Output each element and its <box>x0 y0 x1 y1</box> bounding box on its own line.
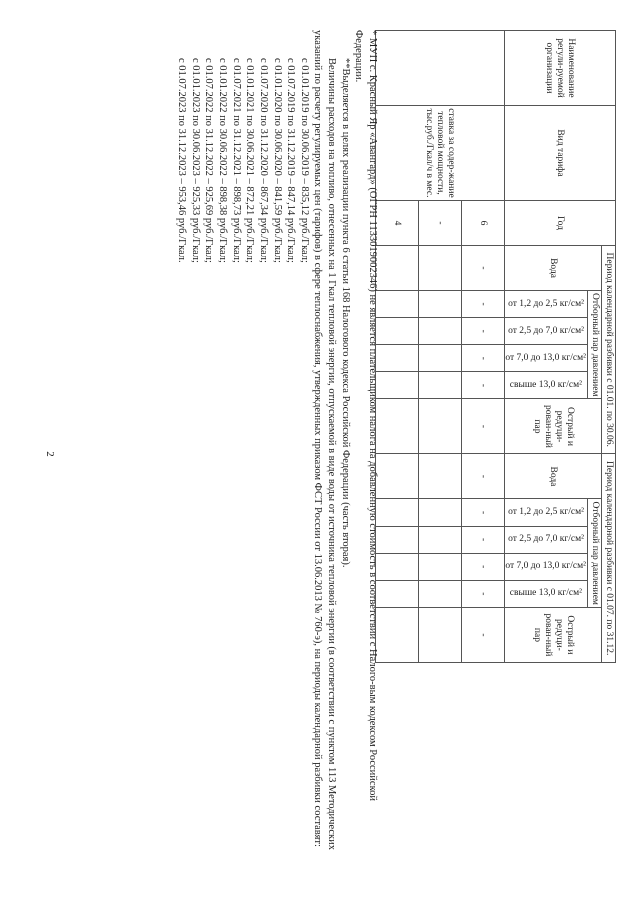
schedule-line: с 01.07.2019 по 31.12.2019 – 847,14 руб./Гкал; <box>285 58 297 263</box>
header-pressure-7-13-b: от 7,0 до 13,0 кг/см² <box>504 553 588 580</box>
header-period-1: Период календарной разбивки с 01.01. по 30.06. <box>602 246 616 454</box>
header-org-name: Наименование регули-руемой организации <box>504 31 615 106</box>
value-cell: - <box>461 580 504 607</box>
schedule-line: с 01.01.2022 по 30.06.2022 – 898,38 руб./Гкал; <box>216 58 228 263</box>
fuel-costs-paragraph: Величины расходов на топливо, отнесенных на 1 Гкал тепловой энергии, отпускаемой в виде воды от источника тепловой энергии (в соответствии с пунктом 113 Методических указаний по расчету регулируемых цен (тарифов) в сфере теплоснабжения, утвержденных приказом ФСТ России от 13.06.2013 № 760-э), на периоды календарной разбивки составят: <box>312 30 338 851</box>
tariff-label-cell: ставка за содер-жание тепловой мощности, тыс.руб./Гкал/ч в мес. <box>375 106 504 201</box>
header-pressure-2-5-7-b: от 2,5 до 7,0 кг/см² <box>504 526 588 553</box>
schedule-line: с 01.07.2023 по 31.12.2023 – 953,46 руб./Гкал. <box>176 58 188 263</box>
page-number: 2 <box>44 451 56 457</box>
header-pressure-2-5-7-a: от 2,5 до 7,0 кг/см² <box>504 318 588 345</box>
value-cell: - <box>461 345 504 372</box>
schedule-line: с 01.07.2022 по 31.12.2022 – 925,69 руб./Гкал; <box>203 58 215 263</box>
header-period-2: Период календарной разбивки с 01.07. по 31.12. <box>602 454 616 662</box>
value-cell: - <box>461 246 504 291</box>
landscape-content <box>66 18 624 858</box>
footnote-vat: * МУП с. Красный Яр «Авангард» (ОГРН 1133019002346) не является плательщиком налога на добавленную стоимость в соответствии с Налого-вым кодексом Российской Федерации. <box>353 30 378 802</box>
schedule-line: с 01.01.2019 по 30.06.2019 – 835,12 руб./Гкал; <box>298 58 310 263</box>
value-cell: - <box>461 318 504 345</box>
header-water-2: Вода <box>504 454 602 499</box>
footnotes <box>174 30 379 850</box>
header-tariff-type: Вид тарифа <box>504 106 615 201</box>
year-cell: - <box>418 201 461 246</box>
header-water-1: Вода <box>504 246 602 291</box>
header-pressure-1-2-5-b: от 1,2 до 2,5 кг/см² <box>504 499 588 526</box>
value-cell: - <box>461 291 504 318</box>
header-year: Год <box>504 201 615 246</box>
org-name-cell <box>375 31 504 106</box>
header-pressure-1-2-5-a: от 1,2 до 2,5 кг/см² <box>504 291 588 318</box>
header-sharp-steam-2: Острый и редуци-рован-ный пар <box>504 607 602 662</box>
schedule-line: с 01.01.2020 по 30.06.2020 – 841,59 руб./Гкал; <box>271 58 283 263</box>
header-sharp-steam-1: Острый и редуци-рован-ный пар <box>504 399 602 454</box>
header-steam-pressure-1: Отборный пар давлением <box>588 291 602 399</box>
value-cell: - <box>461 553 504 580</box>
schedule-line: с 01.01.2023 по 30.06.2023 – 925,33 руб./Гкал; <box>189 58 201 263</box>
schedule-line: с 01.01.2021 по 30.06.2021 – 872,21 руб./Гкал; <box>244 58 256 263</box>
schedule-line: с 01.07.2021 по 31.12.2021 – 898,73 руб./Гкал; <box>230 58 242 263</box>
header-pressure-13-plus-b: свыше 13,0 кг/см² <box>504 580 588 607</box>
value-cell: - <box>461 526 504 553</box>
year-cell: 6 <box>461 201 504 246</box>
value-cell: - <box>461 454 504 499</box>
year-cell: 4 <box>375 201 418 246</box>
header-pressure-7-13-a: от 7,0 до 13,0 кг/см² <box>504 345 588 372</box>
header-pressure-13-plus-a: свыше 13,0 кг/см² <box>504 372 588 399</box>
value-cell: - <box>461 399 504 454</box>
footnote-tax-code: **Выделяется в целях реализации пункта 6 статьи 168 Налогового кодекса Российской Федерации (часть вторая). <box>339 58 351 568</box>
schedule-line: с 01.07.2020 по 31.12.2020 – 867,34 руб./Гкал; <box>257 58 269 263</box>
value-cell: - <box>461 499 504 526</box>
header-steam-pressure-2: Отборный пар давлением <box>588 499 602 607</box>
tariff-table <box>375 30 616 663</box>
value-cell: - <box>461 607 504 662</box>
value-cell: - <box>461 372 504 399</box>
